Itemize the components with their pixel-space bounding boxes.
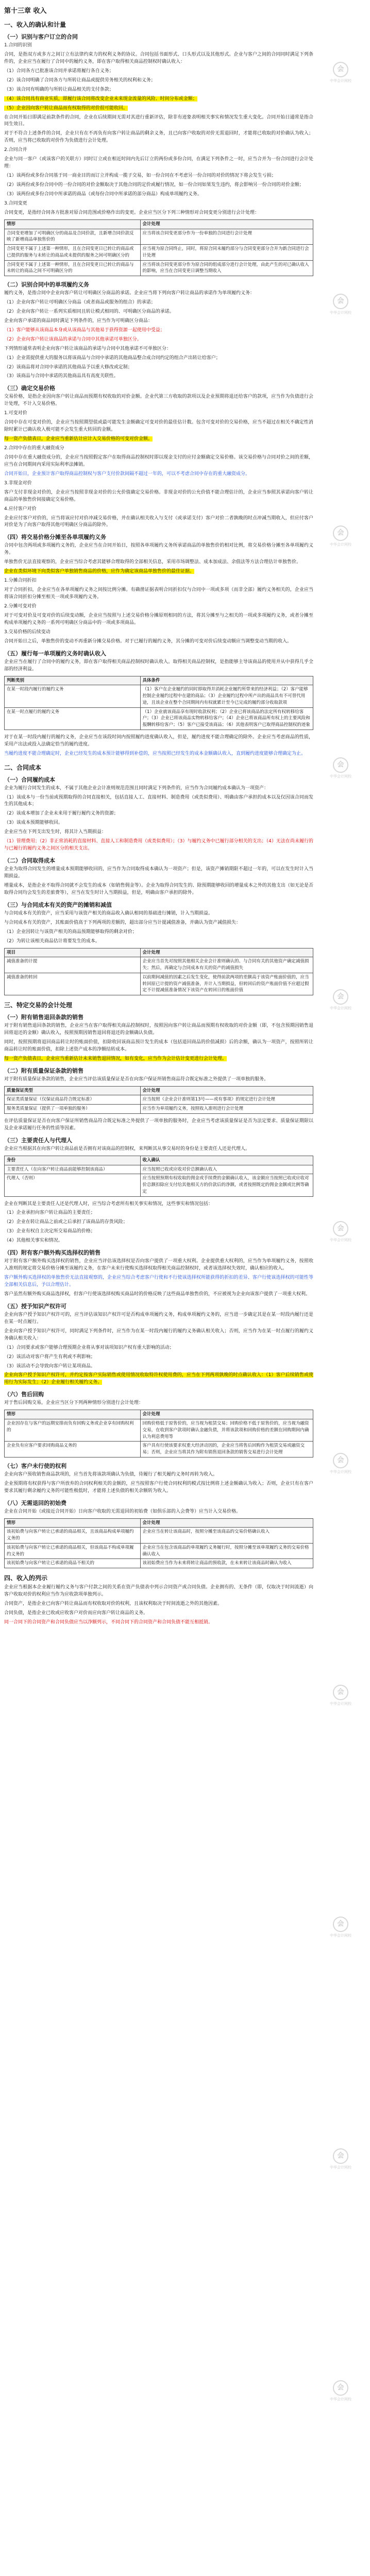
table-row [5, 1105, 313, 1114]
paragraph: 合同中包含两项或多项履约义务的，企业应当在合同开始日，按照各单项履约义务所承诺商品的单独售价的相对比例，将交易价格分摊至各单项履约义务。 [4, 543, 313, 556]
paragraph: 企业与同一客户（或该客户的关联方）同时订立或在相近时间内先后订立的两份或多份合同，在满足下列条件之一时，应当合并为一份合同进行会计处理： [4, 157, 313, 170]
paragraph: （1）企业需提供重大的服务以将该商品与合同中承诺的其他商品整合成合同约定的组合产出转让给客户； [4, 355, 221, 361]
paragraph: 企业向客户预收销售商品款项的，应当首先将该款项确认为负债，待履行了相关履约义务时再转为收入。 [4, 1471, 218, 1477]
paragraph [4, 436, 313, 443]
table-row [5, 1095, 313, 1105]
paragraph: 对于不符合上述条件的合同，企业只有在不再负有向客户转让商品的剩余义务，且已向客户收取的对价无需退回时，才能将已收取的对价确认为收入；否则，应当将已收取的对价作为负债进行会计处理。 [4, 131, 313, 144]
table-cell: 该初始费与向客户转让已承诺的商品相关，且该商品构成单项履约义务的 [5, 1528, 141, 1544]
table-header-cell: 会计处理 [140, 1410, 313, 1419]
paragraph: （4）其他相关事实和情况。 [4, 1238, 63, 1244]
paragraph: 在评估质量保证是否在向客户保证所销售商品符合既定标准之外提供了一项单独的服务时，企业应当考虑该质量保证是否为法定要求、质量保证期限以及企业承诺履行任务的性质等因素。 [4, 1118, 313, 1131]
table-cell: 应当视为原合同终止，同时，将原合同未履约部分与合同变更部分合并为新合同进行会计处理 [140, 245, 313, 261]
table-row [5, 1419, 313, 1442]
table-cell: 应当按照《企业会计准则第13号——或有事项》的规定进行会计处理 [140, 1095, 313, 1105]
paragraph: 企业应当根据其在向客户转让商品前是否拥有对该商品的控制权，来判断其从事交易时的身份是主要责任人还是代理人。 [4, 1146, 250, 1151]
paragraph: 4.应付客户对价 [4, 506, 37, 512]
paragraph [4, 1372, 313, 1386]
section-heading: 四、收入的列示 [4, 1574, 48, 1582]
subsection-heading: （二）附有质量保证条款的销售 [4, 1067, 83, 1074]
watermark [323, 989, 359, 1011]
paragraph: 企业预期将有权获得与客户所放弃的合同权利相关的金额的，应当按照客户行使合同权利的模式按比例将上述金额确认为收入；否则，企业只有在客户要求其履行剩余履约义务的可能性极低时，才能将上述负债的相关余额转为收入。 [4, 1481, 313, 1494]
paragraph: （2）企业向客户转让该商品的承诺与合同中其他承诺可单独区分。 [4, 336, 142, 342]
paragraph: 1.分摊合同折扣 [4, 578, 37, 584]
table-row [5, 973, 313, 995]
paragraph: 对于附有客户额外购买选择权的销售，企业应当评估该选择权是否向客户提供了一项重大权利。企业提供重大权利的，应当作为单项履约义务，按照收入准则的规定将交易价格分摊至该履约义务，在客户未来行使购买选择权取得相关商品控制权时，或者该选择权失效时，确认相应的收入。 [4, 1259, 313, 1272]
table-row [5, 685, 313, 707]
paragraph: 与合同成本有关的资产，应当采用与该资产相关的商品收入确认相同的基础进行摊销，计入当期损益。 [4, 910, 213, 916]
table-row [5, 1442, 313, 1458]
table-header-cell: 会计处理 [140, 219, 313, 229]
paragraph: 合同中存在可变对价的，企业应当按照期望值或最可能发生金额确定可变对价的最佳估计数。包含可变对价的交易价格，应当不超过在相关不确定性消除时累计已确认收入极可能不会发生重大转回的金额。 [4, 420, 313, 433]
watermark [323, 62, 359, 83]
table-cell: 减值准备的计提 [5, 957, 141, 973]
paragraph: 企业应当在履行了合同中的履约义务，即在客户取得相关商品控制权时确认收入。取得相关商品控制权，是指能够主导该商品的使用并从中获得几乎全部的经济利益。 [4, 659, 313, 672]
paragraph: 2.分摊可变对价 [4, 603, 37, 609]
watermark [323, 2148, 359, 2170]
watermark [323, 1685, 359, 1706]
subsection-heading: （三）主要责任人与代理人 [4, 1137, 72, 1144]
table-row [5, 957, 313, 973]
paragraph: （1）企业因转让与该资产相关的商品预期能够取得的剩余对价； [4, 929, 137, 935]
table-cell: 合同变更不属于上述第一种情形，且在合同变更日已转让的商品与未转让的商品之间不可明确区分的 [5, 260, 141, 276]
watermark-text: 中华会计网校 [330, 1470, 351, 1474]
table-header-cell: 质量保证类型 [5, 1086, 141, 1095]
paragraph: 3.交易价格的后续变动 [4, 629, 51, 635]
table-cell: 企业应当首先对按照其他相关企业会计准则确认的、与合同有关的其他资产确定减值损失；然后，再确定与合同成本有关的资产的减值损失 [140, 957, 313, 973]
table-header-row [5, 1086, 313, 1095]
section-heading: 二、合同成本 [4, 764, 42, 771]
paragraph: 3.合同变更 [4, 200, 27, 206]
watermark-logo-icon: 会 [333, 294, 348, 309]
table-cell: 合同变更增加了可明确区分的商品及合同价款，且新增合同价款反映了新增商品单独售价的 [5, 229, 141, 245]
table-cell: 企业应当在包含该商品的单项履约义务履行时，按照分摊至该单项履约义务的交易价格确认收入 [140, 1543, 313, 1559]
subsection-heading: （五）履行每一单项履约义务时确认收入 [4, 650, 106, 657]
watermark-logo-icon: 会 [333, 757, 348, 773]
paragraph: （2）企业向客户转让一系列实质相同且转让模式相同的、可明确区分商品的承诺。 [4, 309, 174, 314]
paragraph: 1.可变对价 [4, 411, 27, 416]
paragraph: （2）企业在转让商品之前或之后承担了该商品的存货风险； [4, 1219, 128, 1225]
table-row [5, 260, 313, 276]
table-cell: 在某一时点履行的履约义务 [5, 707, 141, 730]
table-header-cell: 情形 [5, 1410, 141, 1419]
table-header-row [5, 219, 313, 229]
table-cell: 该初始费与向客户转让已承诺的商品不相关的 [5, 1559, 141, 1568]
watermark-text: 中华会计网校 [330, 1702, 351, 1706]
watermark-text: 中华会计网校 [330, 2165, 351, 2170]
section-heading: 一、收入的确认和计量 [4, 21, 66, 28]
watermark-text: 中华会计网校 [330, 2397, 351, 2401]
knowledge-table [4, 1410, 313, 1458]
paragraph: 合同资产，是指企业已向客户转让商品而有权收取对价的权利，且该权利取决于时间流逝之外的其他因素。 [4, 1601, 223, 1606]
paragraph: （2）该成本增加了企业未来用于履行履约义务的资源； [4, 811, 119, 817]
subsection-heading: （七）客户未行使的权利 [4, 1462, 66, 1469]
table-cell: （1）企业就该商品享有现时收款权利；（2）企业已将该商品的法定所有权转移给客户；（3）企业已将该商品实物转移给客户；（4）企业已将该商品所有权上的主要风险和报酬转移给客户；（5）客户已接受该商品；（6）其他表明客户已取得商品控制权的迹象 [140, 707, 313, 730]
subsection-heading: （三）确定交易价格 [4, 385, 55, 392]
table-cell: 客户具有行使该要求权重大经济动因的，企业应当将售后回购作为租赁交易或融资交易；否则，企业应当将其作为附有销售退回条款的销售交易进行会计处理 [140, 1442, 313, 1458]
table-row [5, 245, 313, 261]
paragraph: （3）该活动不会导致向客户转让某项商品。 [4, 1363, 95, 1369]
paragraph: 企业向客户承诺的商品同时满足下列条件的，应当作为可明确区分商品： [4, 318, 153, 324]
paragraph: 合同，是指双方或多方之间订立有法律约束力的权利义务的协议。合同包括书面形式、口头形式以及其他形式。企业与客户之间的合同同时满足下列条件的，企业应当在履行了合同中的履约义务，即在客户取得相关商品控制权时确认收入： [4, 52, 313, 64]
table-header-cell: 判断类别 [5, 676, 141, 685]
paragraph: 企业为取得合同发生的增量成本预期能够收回的，应当作为合同取得成本确认为一项资产；但是，该资产摊销期限不超过一年的，可以在发生时计入当期损益。 [4, 867, 313, 879]
paragraph: 2.合同合并 [4, 147, 27, 153]
watermark [323, 294, 359, 315]
highlighted-text: （4）该合同具有商业实质，即履行该合同将改变企业未来现金流量的风险、时间分布或金额； [4, 96, 197, 101]
paragraph [4, 105, 313, 112]
paragraph: 企业应付客户对价的，应当将该应付对价冲减交易价格，并在确认相关收入与支付（或承诺支付）客户对价二者孰晚的时点冲减当期收入，但应付客户对价是为了向客户取得其他可明确区分商品的除外。 [4, 515, 313, 528]
paragraph: 1.合同的识别 [4, 43, 32, 48]
paragraph: 客户额外购买选择权的单独售价无法直接观察的，企业应当综合考虑客户行使和不行使该选择权所能获得的折扣的差异、客户行使该选择权的可能性等全部相关信息后，予以合理估计。 [4, 1275, 313, 1287]
highlighted-text: 每一资产负债表日，企业应当重新估计应计入交易价格的可变对价金额。 [4, 436, 153, 442]
watermark-logo-icon: 会 [333, 526, 348, 541]
table-cell: 代理人（否则） [5, 1174, 141, 1196]
subsection-heading: （二）合同取得成本 [4, 857, 55, 865]
paragraph: （2）该商品将对合同中承诺的其他商品予以重大修改或定制； [4, 364, 132, 370]
table-cell: 在某一时段内履行的履约义务 [5, 685, 141, 707]
table-row [5, 1528, 313, 1544]
table-header-cell: 会计处理 [140, 948, 313, 957]
table-cell: 主要责任人（在向客户转让商品前能够控制该商品） [5, 1165, 141, 1174]
paragraph: 对于合同折扣，企业应当在各单项履约义务之间按比例分摊。有确凿证据表明合同折扣仅与合同中一项或多项（而非全部）履约义务相关的，企业应当将该合同折扣分摊至相关一项或多项履约义务。 [4, 587, 313, 600]
watermark [323, 1917, 359, 1938]
table-row [5, 229, 313, 245]
knowledge-table [4, 219, 313, 276]
table-cell: 应当将该合同变更部分作为一份单独的合同进行会计处理 [140, 229, 313, 245]
paragraph: （3）该两份或多份合同中所承诺的商品（或每份合同中所承诺的部分商品）构成单项履约义务。 [4, 191, 202, 197]
paragraph: （2）为转让该相关商品估计将要发生的成本。 [4, 938, 100, 944]
table-header-row [5, 948, 313, 957]
paragraph: 企业应当根据本企业履行履约义务与客户付款之间的关系在资产负债表中列示合同资产或合同负债。企业拥有的、无条件（即，仅取决于时间流逝）向客户收取对价的权利应当作为应收款项单独列示。 [4, 1585, 313, 1597]
table-header-row [5, 676, 313, 685]
paragraph [4, 96, 313, 103]
knowledge-table [4, 1518, 313, 1569]
paragraph: 企业在判断其是主要责任人还是代理人时，应当综合考虑所有相关事实和情况，这些事实和情况包括： [4, 1201, 213, 1207]
table-cell: 应当按照预期有权收取的佣金或手续费的金额确认收入，该金额应当按照已收或应收对价总额扣除应支付给其他相关方的价款后的净额，或者按照既定的佣金金额或比例等确定 [140, 1174, 313, 1196]
table-header-cell: 项目 [5, 948, 141, 957]
paragraph: 客户支付非现金对价的，企业应当按照非现金对价的公允价值确定交易价格。非现金对价的公允价值不能合理估计的，企业应当参照其承诺向客户转让商品的单独售价间接确定交易价格。 [4, 489, 313, 502]
table-row [5, 707, 313, 730]
knowledge-table [4, 676, 313, 730]
paragraph: 对于附有质量保证条款的销售，企业应当评估该质量保证是否在向客户保证所销售商品符合既定标准之外提供了一项单独的服务。 [4, 1076, 269, 1082]
paragraph: （2）该活动对客户将产生有利或不利影响； [4, 1354, 95, 1360]
table-header-cell: 收入确认 [140, 1156, 313, 1165]
paragraph: （2）该两份或多份合同中的一份合同的对价金额取决于其他合同的定价或履行情况，如一份合同如果发生违约，将会影响另一份合同的对价金额； [4, 182, 304, 188]
highlighted-text: 企业向客户授予知识产权许可，并约定按客户实际销售或使用情况收取特许权使用费的，应当在下列两项孰晚的时点确认收入：（1）客户后续销售或使用行为实际发生；（2）企业履行相关履约义务。 [4, 1372, 313, 1385]
watermark [323, 757, 359, 779]
watermark-text: 中华会计网校 [330, 1238, 351, 1242]
knowledge-table [4, 1156, 313, 1197]
paragraph: 企业应当在下列支出发生时，将其计入当期损益： [4, 829, 107, 835]
paragraph: （3）企业有权自主决定所交易商品的价格； [4, 1229, 95, 1234]
paragraph: 合同开始日，企业预计客户取得商品控制权与客户支付价款间隔不超过一年的，可以不考虑合同中存在的重大融资成分。 [4, 471, 250, 477]
paragraph: 增量成本，是指企业不取得合同就不会发生的成本（如销售佣金等）。企业为取得合同发生的、除预期能够收回的增量成本之外的其他支出（如无论是否取得合同均会发生的差旅费等），应当在发生时计入当期损益，但是，明确由客户承担的除外。 [4, 883, 313, 895]
paragraph: 合同中存在重大融资成分的，企业应当按照假定客户在取得商品控制权时即以现金支付的应付金额确定交易价格。该交易价格与合同对价之间的差额，应当在合同期间内采用实际利率法摊销。 [4, 454, 313, 467]
table-row [5, 1559, 313, 1568]
subsection-heading: （一）识别与客户订立的合同 [4, 33, 78, 40]
paragraph: （1）该成本与一份当前或预期取得的合同直接相关，包括直接人工、直接材料、制造费用（或类似费用）、明确由客户承担的成本以及仅因该合同而发生的其他成本； [4, 794, 313, 807]
watermark-logo-icon: 会 [333, 1917, 348, 1932]
highlighted-text: 企业在类似环境下向类似客户单独销售商品的价格，应作为确定该商品单独售价的最佳证据。 [4, 569, 195, 574]
paragraph [4, 1056, 313, 1063]
table-cell: 合同变更不属于上述第一种情形，且在合同变更日已转让的商品或已提供的服务与未转让的商品或未提供的服务之间可明确区分的 [5, 245, 141, 261]
table-header-cell: 具体条件 [140, 676, 313, 685]
watermark-logo-icon: 会 [333, 62, 348, 77]
paragraph: 合同开始日之后，单独售价的变动不再重新分摊交易价格。对于已履行的履约义务，其分摊的可变对价后续变动额应当调整变动当期的收入。 [4, 638, 292, 644]
table-cell: 该初始费与向客户转让已承诺的商品相关，但该商品不构成单项履约义务的 [5, 1543, 141, 1559]
table-header-row [5, 1156, 313, 1165]
paragraph: 对于附有销售退回条款的销售，企业应当在客户取得相关商品控制权时，按照因向客户转让商品而预期有权收取的对价金额（即，不包含预期因销售退回将退还的金额）确认收入，按照预期因销售退回将退还的金额确认负债。 [4, 1023, 313, 1036]
paragraph: 对于可变对价及可变对价的后续变动额，企业应当按照与上述交易价格分摊原则相同的方法，将其分摊至与之相关的一项或多项履约义务，或者分摊至构成单项履约义务的一系列可明确区分商品中的一项或多项商品。 [4, 613, 313, 625]
paragraph: （1）客户能够从该商品本身或从该商品与其他易于获得资源一起使用中受益； [4, 327, 165, 333]
watermark-text: 中华会计网校 [330, 1934, 351, 1938]
subsection-heading: （一）合同履约成本 [4, 776, 55, 783]
paragraph: 交易价格，是指企业因向客户转让商品而预期有权收取的对价金额。企业代第三方收取的款项以及企业预期将退还给客户的款项，应当作为负债进行会计处理，不计入交易价格。 [4, 394, 313, 407]
watermark-text: 中华会计网校 [330, 774, 351, 778]
watermark-text: 中华会计网校 [330, 1006, 351, 1010]
subsection-heading: （四）附有客户额外购买选择权的销售 [4, 1249, 100, 1257]
paragraph: （1）企业向客户转让可明确区分商品（或者商品或服务的组合）的承诺； [4, 299, 156, 305]
paragraph: 企业在合同开始（或接近合同开始）日向客户收取的无需退回的初始费（如俱乐部的入会费等）应当计入交易价格。 [4, 1509, 241, 1514]
paragraph: （1）该两份或多份合同基于同一商业目的而订立并构成一揽子交易，如一份合同在不考虑另一份合同的对价的情况下将会发生亏损； [4, 173, 276, 179]
table-header-cell: 情形 [5, 1518, 141, 1528]
watermark [323, 1221, 359, 1243]
subsection-heading: （四）将交易价格分摊至各单项履约义务 [4, 534, 106, 541]
highlighted-text: （5）企业因向客户转让商品而有权取得的对价很可能收回。 [4, 105, 128, 111]
table-cell: 服务类质量保证（提供了一项单独的服务） [5, 1105, 141, 1114]
paragraph: 当履约进度不能合理确定时，企业已经发生的成本预计能够得到补偿的，应当按照已经发生的成本金额确认收入，直到履约进度能够合理确定为止。 [4, 751, 306, 756]
chapter-title: 第十三章 收入 [4, 7, 47, 15]
watermark-logo-icon: 会 [333, 1221, 348, 1236]
table-header-cell: 身份 [5, 1156, 141, 1165]
watermark-text: 中华会计网校 [330, 311, 351, 315]
paragraph: （1）企业承担向客户转让商品的主要责任； [4, 1210, 95, 1216]
watermark [323, 2380, 359, 2402]
paragraph: 与合同成本有关的资产，其账面价值高于下列两项的差额的，超出部分应当计提减值准备，并确认为资产减值损失： [4, 920, 241, 925]
table-cell: 以前期间减值的因素之后发生变化，使得前款两项的差额高于该资产账面价值的，应当转回原已计提的资产减值准备，并计入当期损益，但转回后的资产账面价值不应超过假定不计提减值准备情况下该资产在转回日的账面价值 [140, 973, 313, 995]
paragraph: 单独售价无法直接观察的，企业应当综合考虑其能够合理取得的全部相关信息，采用市场调整法、成本加成法、余值法等方法合理估计单独售价。 [4, 560, 301, 565]
paragraph: （3）该商品与合同中承诺的其他商品具有高度关联性。 [4, 374, 119, 379]
watermark-text: 中华会计网校 [330, 79, 351, 83]
table-cell: 应当作为单项履约义务，按照收入准则进行会计处理 [140, 1105, 313, 1114]
watermark-logo-icon: 会 [333, 2148, 348, 2164]
watermark [323, 526, 359, 547]
paragraph: 同时，按照预期将退回商品转让时的账面价值，扣除收回该商品预计发生的成本（包括退回商品的价值减损）后的余额，确认为一项资产，按照所转让商品转让时的账面价值，扣除上述资产成本的净额结转成本。 [4, 1039, 313, 1052]
table-cell: 企业应当在转让该商品时，按照分摊至该商品的交易价格确认收入 [140, 1528, 313, 1544]
table-row [5, 1165, 313, 1174]
paragraph: （3）该成本预期能够收回。 [4, 820, 63, 826]
watermark-logo-icon: 会 [333, 1685, 348, 1700]
paragraph: （3）该合同有明确的与所转让商品相关的支付条款； [4, 87, 114, 92]
paragraph: 下列情形通常表明企业向客户转让该商品的承诺与合同中其他承诺不可单独区分： [4, 346, 172, 351]
paragraph: 对于售后回购交易，企业应当区分下列两种情形分别进行会计处理： [4, 1400, 144, 1406]
subsection-heading: （五）授予知识产权许可 [4, 1302, 66, 1310]
paragraph: 合同负债，是指企业已收或应收客户对价而应向客户转让商品的义务。 [4, 1610, 148, 1616]
watermark [323, 1453, 359, 1475]
paragraph: （1）管理费用；（2）非正常消耗的直接材料、直接人工和制造费用（或类似费用）；（3）与履约义务中已履行部分相关的支出；（4）无法在尚未履行的与已履行的履约义务之间区分的相关支出。 [4, 839, 313, 852]
table-cell: 减值准备的转回 [5, 973, 141, 995]
table-header-row [5, 1410, 313, 1419]
table-cell: 保证类质量保证（仅保证商品符合既定标准） [5, 1095, 141, 1105]
table-cell: 应当将该合同变更部分作为原合同的组成部分进行会计处理，由此产生的对已确认收入的影响，应当在合同变更日调整当期收入 [140, 260, 313, 276]
paragraph [4, 568, 313, 575]
table-cell: （1）客户在企业履约的同时即取得并消耗企业履约所带来的经济利益；（2）客户能够控制企业履约过程中在建的商品；（3）企业履约过程中所产出的商品具有不可替代用途，且该企业在整个合同期间内有权就累计至今已完成的履约部分收取款项 [140, 685, 313, 707]
table-header-cell: 会计处理 [140, 1518, 313, 1528]
knowledge-table [4, 1086, 313, 1114]
paragraph: 履约义务，是指合同中企业向客户转让可明确区分商品的承诺。企业应当将下列向客户转让商品的承诺作为单项履约义务： [4, 291, 255, 296]
watermark-logo-icon: 会 [333, 989, 348, 1005]
watermark-text: 中华会计网校 [330, 543, 351, 547]
table-cell: 回购价格低于原售价的，应当视为租赁交易；回购价格不低于原售价的，应当视为融资交易，在收到客户款项时确认金融负债，并将该款项和回购价格的差额在回购期间内确认为利息费用等 [140, 1419, 313, 1442]
table-cell: 应当按照已收或应收对价总额确认收入 [140, 1165, 313, 1174]
paragraph: 合同变更，是指经合同各方批准对原合同范围或价格作出的变更。企业应当区分下列三种情形对合同变更分别进行会计处理： [4, 210, 260, 215]
paragraph: 客户虽然有额外购买商品选择权，但客户行使该选择权购买商品时的价格反映了这些商品单独售价的，不应被视为企业向该客户提供了一项重大权利。 [4, 1291, 311, 1297]
content-blocks [4, 20, 313, 1626]
watermark-logo-icon: 会 [333, 1453, 348, 1468]
paragraph: 2.合同中存在的重大融资成分 [4, 446, 64, 451]
watermark-logo-icon: 会 [333, 2380, 348, 2396]
table-header-cell: 情形 [5, 219, 141, 229]
paragraph: （2）该合同明确了合同各方与所转让商品或提供劳务相关的权利和义务； [4, 77, 156, 83]
table-cell: 企业因存在与客户的远期安排而负有回购义务或企业享有回购权利的 [5, 1419, 141, 1442]
table-header-row [5, 1518, 313, 1528]
paragraph: 3.非现金对价 [4, 480, 32, 486]
paragraph: （1）合同要求或客户能够合理预期企业将从事对该项知识产权有重大影响的活动； [4, 1345, 174, 1350]
table-row [5, 1174, 313, 1196]
paragraph: 对于在某一时段内履行的履约义务，企业应当在该段时间内按照履约进度确认收入，但是，履约进度不能合理确定的除外。企业应当考虑商品的性质，采用产出法或投入法确定恰当的履约进度。 [4, 734, 313, 747]
paragraph: 企业向客户授予知识产权许可，同时满足下列条件时，应当作为在某一时段内履行的履约义务确认相关收入；否则，应当作为在某一时点履行的履约义务确认相关收入： [4, 1328, 313, 1341]
section-heading: 三、特定交易的会计处理 [4, 1002, 73, 1009]
subsection-heading: （三）与合同成本有关的资产的摊销和减值 [4, 901, 112, 908]
paragraph: 同一合同下的合同资产和合同负债应当以净额列示，不同合同下的合同资产和合同负债不能互相抵销。 [4, 1619, 213, 1625]
document-body [4, 2, 313, 1629]
subsection-heading: （八）无需退回的初始费 [4, 1499, 66, 1506]
highlighted-text: 每一资产负债表日，企业应当重新估计未来销售退回情况，如有变化，应当作为会计估计变更进行会计处理。 [4, 1056, 227, 1061]
subsection-heading: （六）售后回购 [4, 1391, 44, 1398]
knowledge-table [4, 948, 313, 996]
table-header-cell: 会计处理 [140, 1086, 313, 1095]
subsection-heading: （二）识别合同中的单项履约义务 [4, 281, 89, 288]
paragraph: （1）合同各方已批准该合同并承诺将履行各自义务； [4, 68, 114, 74]
paragraph: 在合同开始日即满足前款条件的合同，企业在后续期间无需对其进行重新评估，除非有迹象表明相关事实和情况发生重大变化。合同开始日通常是指合同生效日。 [4, 114, 313, 127]
subsection-heading: （一）附有销售退回条款的销售 [4, 1014, 83, 1021]
paragraph: 企业为履行合同发生的成本，不属于其他企业会计准则规范范围且同时满足下列条件的，应当作为合同履约成本确认为一项资产： [4, 785, 269, 791]
paragraph: 企业向客户授予知识产权许可的，应当评估该知识产权许可是否构成单项履约义务，构成单项履约义务的，应当进一步确定其是在某一时段内履行还是在某一时点履行。 [4, 1312, 313, 1325]
table-cell: 企业负有应客户要求回购商品义务的 [5, 1442, 141, 1458]
table-cell: 该初始费应当作为未来将转让商品的预收款，在未来转让该商品时确认为收入 [140, 1559, 313, 1568]
table-row [5, 1543, 313, 1559]
